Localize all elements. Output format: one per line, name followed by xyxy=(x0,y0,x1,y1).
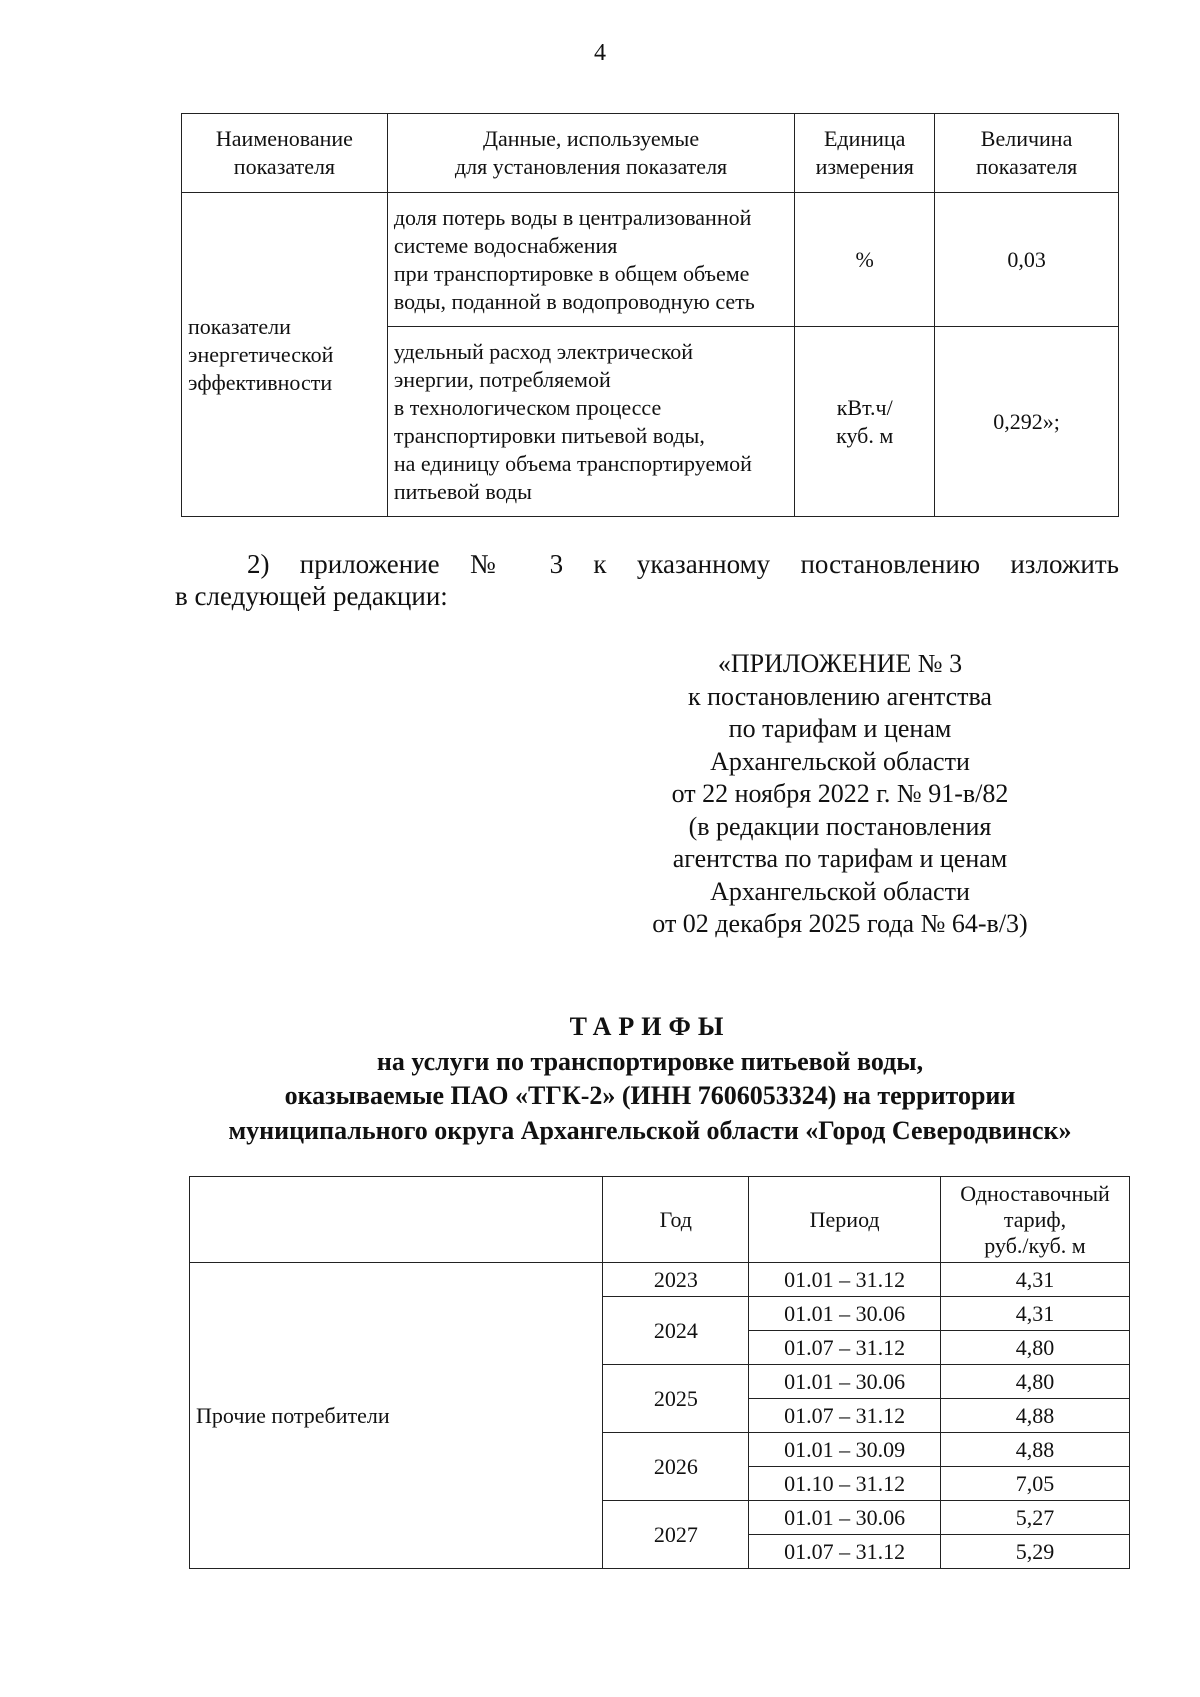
indicator-value: 0,292»; xyxy=(935,327,1119,517)
indicator-description: удельный расход электрической энергии, потребляемой в технологическом процессе транспортировки питьевой воды, на единицу объема транспортируемой питьевой воды xyxy=(387,327,794,517)
header-unit: Единица измерения xyxy=(795,114,935,193)
year-cell: 2024 xyxy=(603,1297,749,1365)
header-indicator-value: Величина показателя xyxy=(935,114,1119,193)
title-line: оказываемые ПАО «ТГК-2» (ИНН 7606053324) на территории xyxy=(284,1081,1016,1110)
year-cell: 2026 xyxy=(603,1433,749,1501)
tariff-cell: 4,31 xyxy=(941,1297,1130,1331)
appendix-line: от 02 декабря 2025 года № 64-в/3) xyxy=(652,909,1028,938)
table-header-row xyxy=(182,114,1119,193)
indicator-category: показатели энергетической эффективности xyxy=(182,193,388,517)
year-cell: 2023 xyxy=(603,1263,749,1297)
appendix-line: агентства по тарифам и ценам xyxy=(672,844,1008,873)
document-title xyxy=(150,1010,1150,1148)
period-cell: 01.01 – 30.09 xyxy=(749,1433,941,1467)
indicator-value: 0,03 xyxy=(935,193,1119,327)
period-cell: 01.07 – 31.12 xyxy=(749,1399,941,1433)
tariff-cell: 4,31 xyxy=(941,1263,1130,1297)
period-cell: 01.01 – 31.12 xyxy=(749,1263,941,1297)
tariff-cell: 4,88 xyxy=(941,1433,1130,1467)
period-cell: 01.01 – 30.06 xyxy=(749,1501,941,1535)
consumer-category: Прочие потребители xyxy=(190,1263,603,1569)
tariff-cell: 5,27 xyxy=(941,1501,1130,1535)
paragraph-line: 2) приложение № 3 к указанному постановлению изложить xyxy=(247,549,1119,579)
appendix-header xyxy=(600,648,1080,941)
appendix-line: «ПРИЛОЖЕНИЕ № 3 xyxy=(717,649,963,678)
period-cell: 01.01 – 30.06 xyxy=(749,1297,941,1331)
efficiency-indicators-table xyxy=(181,113,1119,517)
year-cell: 2025 xyxy=(603,1365,749,1433)
appendix-line: Архангельской области xyxy=(710,876,970,906)
appendix-line: к постановлению агентства xyxy=(688,681,992,711)
tariff-cell: 7,05 xyxy=(941,1467,1130,1501)
period-cell: 01.07 – 31.12 xyxy=(749,1331,941,1365)
table-row xyxy=(182,193,1119,327)
appendix-line: по тарифам и ценам xyxy=(728,714,952,743)
year-cell: 2027 xyxy=(603,1501,749,1569)
indicator-unit: % xyxy=(795,193,935,327)
paragraph-line: в следующей редакции: xyxy=(175,581,448,611)
header-blank xyxy=(190,1177,603,1263)
indicator-description: доля потерь воды в централизованной системе водоснабжения при транспортировке в общем объеме воды, поданной в водопроводную сеть xyxy=(387,193,794,327)
header-period: Период xyxy=(749,1177,941,1263)
appendix-line: (в редакции постановления xyxy=(688,811,992,841)
tariffs-table xyxy=(189,1176,1130,1569)
appendix-line: от 22 ноября 2022 г. № 91-в/82 xyxy=(671,779,1009,808)
period-cell: 01.10 – 31.12 xyxy=(749,1467,941,1501)
tariff-cell: 4,88 xyxy=(941,1399,1130,1433)
period-cell: 01.01 – 30.06 xyxy=(749,1365,941,1399)
header-data-used: Данные, используемые для установления показателя xyxy=(387,114,794,193)
tariff-cell: 4,80 xyxy=(941,1331,1130,1365)
title-heading: ТАРИФЫ xyxy=(569,1012,731,1041)
appendix-line: Архангельской области xyxy=(710,746,970,776)
period-cell: 01.07 – 31.12 xyxy=(749,1535,941,1569)
amendment-paragraph xyxy=(175,548,1119,612)
title-line: муниципального округа Архангельской области «Город Северодвинск» xyxy=(228,1115,1072,1145)
tariff-cell: 5,29 xyxy=(941,1535,1130,1569)
table-row xyxy=(190,1263,1130,1297)
tariff-cell: 4,80 xyxy=(941,1365,1130,1399)
indicator-unit: кВт.ч/ куб. м xyxy=(795,327,935,517)
page-number: 4 xyxy=(594,40,606,66)
header-year: Год xyxy=(603,1177,749,1263)
table-header-row xyxy=(190,1177,1130,1263)
header-tariff: Одноставочный тариф, руб./куб. м xyxy=(941,1177,1130,1263)
header-indicator-name: Наименование показателя xyxy=(182,114,388,193)
title-line: на услуги по транспортировке питьевой воды, xyxy=(376,1046,924,1076)
